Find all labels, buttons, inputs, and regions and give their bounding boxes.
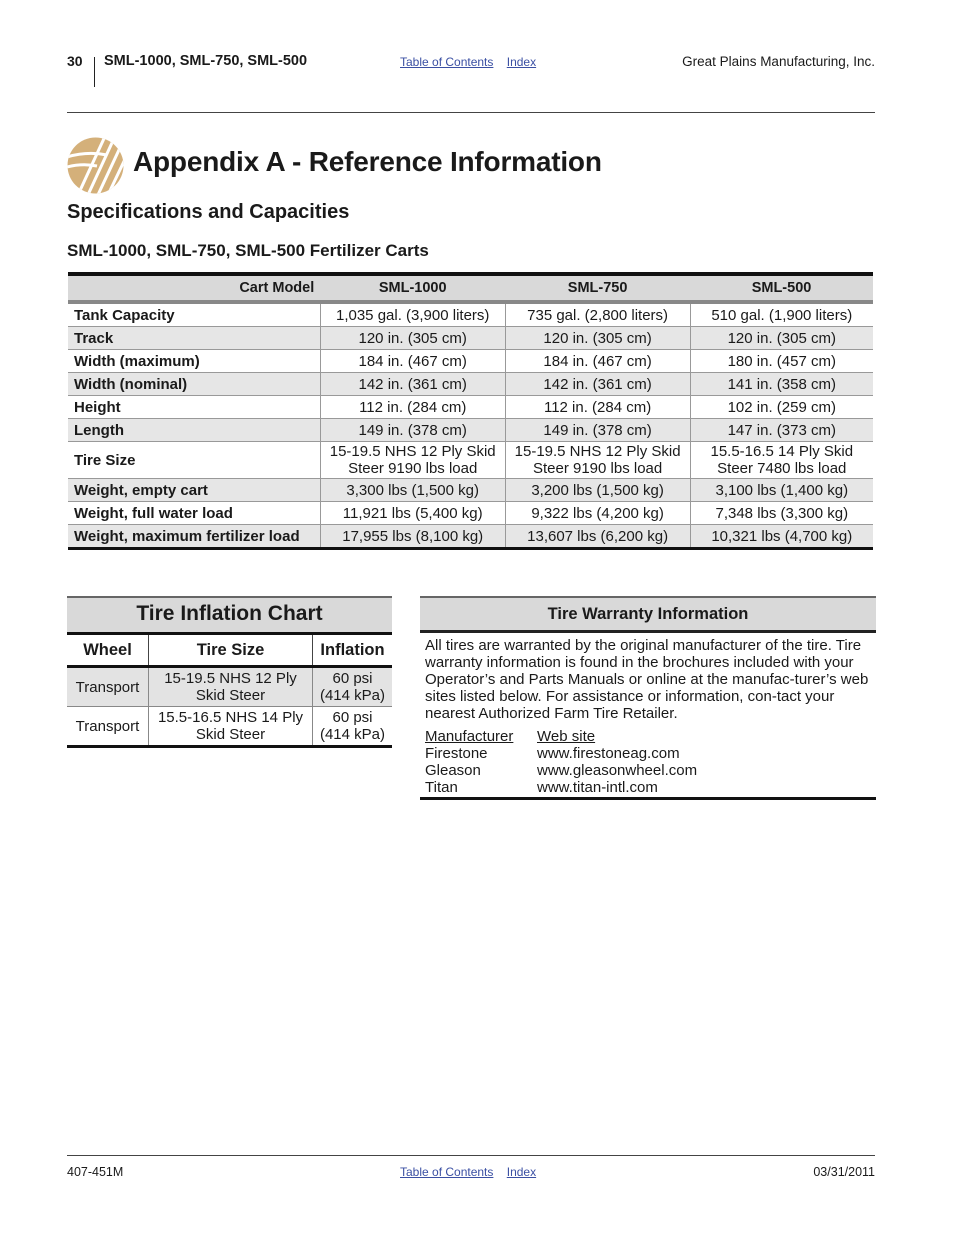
table-cell: 60 psi (414 kPa) [313,707,393,747]
table-cell: 102 in. (259 cm) [690,396,873,419]
manufacturer-website: www.firestoneag.com [537,745,680,762]
footer-rule [67,1155,875,1156]
list-item [425,745,876,762]
table-row [67,707,392,747]
table-cell: 141 in. (358 cm) [690,373,873,396]
manufacturer-website: www.gleasonwheel.com [537,762,698,779]
tire-chart-title: Tire Inflation Chart [67,596,392,635]
row-label: Weight, maximum fertilizer load [68,525,320,549]
table-cell: Transport [67,667,149,707]
table-row [68,373,873,396]
list-item [425,779,876,796]
table-cell: 149 in. (378 cm) [320,419,505,442]
table-cell: 11,921 lbs (5,400 kg) [320,502,505,525]
spec-header-cell: SML-500 [690,274,873,302]
table-row [67,667,392,707]
table-cell: 120 in. (305 cm) [505,327,690,350]
table-row [68,302,873,327]
row-label: Width (maximum) [68,350,320,373]
table-cell: 112 in. (284 cm) [505,396,690,419]
table-row [68,502,873,525]
row-label: Width (nominal) [68,373,320,396]
warranty-title: Tire Warranty Information [420,596,876,633]
toc-link[interactable]: Table of Contents [400,1165,494,1179]
toc-link[interactable]: Table of Contents [400,55,494,69]
warranty-list [420,728,876,800]
table-cell: 15-19.5 NHS 12 Ply Skid Steer 9190 lbs load [320,442,505,479]
table-cell: 735 gal. (2,800 liters) [505,302,690,327]
table-cell: 3,300 lbs (1,500 kg) [320,479,505,502]
spec-header-cell: SML-750 [505,274,690,302]
table-cell: 3,100 lbs (1,400 kg) [690,479,873,502]
tire-header-cell: Inflation [313,635,393,667]
table-cell: 13,607 lbs (6,200 kg) [505,525,690,549]
header-divider [94,57,95,87]
tire-header-row [67,635,392,667]
warranty-list-header [425,728,876,745]
manufacturer-name: Firestone [425,745,488,762]
page-number: 30 [67,53,83,69]
row-label: Weight, empty cart [68,479,320,502]
row-label: Tank Capacity [68,302,320,327]
table-cell: 112 in. (284 cm) [320,396,505,419]
document-title: SML-1000, SML-750, SML-500 [104,53,308,69]
table-row [68,442,873,479]
row-label: Weight, full water load [68,502,320,525]
table-cell: 15-19.5 NHS 12 Ply Skid Steer [149,667,313,707]
manufacturer-website: www.titan-intl.com [537,779,658,796]
table-cell: Transport [67,707,149,747]
table-cell: 15.5-16.5 14 Ply Skid Steer 7480 lbs load [690,442,873,479]
row-label: Height [68,396,320,419]
table-cell: 7,348 lbs (3,300 kg) [690,502,873,525]
tire-warranty-box [420,596,876,800]
company-name: Great Plains Manufacturing, Inc. [682,54,875,69]
table-cell: 9,322 lbs (4,200 kg) [505,502,690,525]
table-cell: 1,035 gal. (3,900 liters) [320,302,505,327]
table-cell: 142 in. (361 cm) [505,373,690,396]
row-label: Track [68,327,320,350]
table-row [68,419,873,442]
table-cell: 180 in. (457 cm) [690,350,873,373]
tire-header-cell: Wheel [67,635,149,667]
table-cell: 3,200 lbs (1,500 kg) [505,479,690,502]
table-cell: 15.5-16.5 NHS 14 Ply Skid Steer [149,707,313,747]
table-cell: 184 in. (467 cm) [505,350,690,373]
spec-header-cell: Cart Model [68,274,320,302]
row-label: Length [68,419,320,442]
header-links [400,55,546,69]
spec-header-row [68,274,873,302]
great-plains-logo-icon [67,137,124,194]
tire-header-cell: Tire Size [149,635,313,667]
table-cell: 142 in. (361 cm) [320,373,505,396]
warranty-body: All tires are warranted by the original manufacturer of the tire. Tire warranty information is found in the brochures included with your Operator’s and Parts Manuals or online at the manufac-turer’s web sites listed below. For assistance or information, con-tact your nearest Authorized Farm Tire Retailer. [425,637,869,722]
document-date: 03/31/2011 [813,1165,875,1179]
row-label: Tire Size [68,442,320,479]
table-cell: 15-19.5 NHS 12 Ply Skid Steer 9190 lbs load [505,442,690,479]
table-cell: 10,321 lbs (4,700 kg) [690,525,873,549]
table-cell: 60 psi (414 kPa) [313,667,393,707]
list-item [425,762,876,779]
section-heading: Specifications and Capacities [67,201,350,223]
table-cell: 184 in. (467 cm) [320,350,505,373]
table-cell: 149 in. (378 cm) [505,419,690,442]
document-number: 407-451M [67,1165,124,1179]
index-link[interactable]: Index [506,1165,537,1179]
specifications-table [68,272,873,550]
index-link[interactable]: Index [506,55,537,69]
header-rule [67,112,875,113]
table-cell: 147 in. (373 cm) [690,419,873,442]
table-cell: 17,955 lbs (8,100 kg) [320,525,505,549]
table-row [68,327,873,350]
table-cell: 120 in. (305 cm) [320,327,505,350]
page-title: Appendix A - Reference Information [133,146,602,177]
subsection-heading: SML-1000, SML-750, SML-500 Fertilizer Carts [67,241,429,260]
manufacturer-name: Gleason [425,762,481,779]
tire-inflation-chart [67,596,392,748]
manufacturer-name: Titan [425,779,458,796]
manufacturer-column-header: Manufacturer [425,728,514,745]
website-column-header: Web site [537,728,596,745]
table-row [68,350,873,373]
footer-links [400,1165,546,1179]
table-row [68,525,873,549]
table-cell: 510 gal. (1,900 liters) [690,302,873,327]
table-row [68,479,873,502]
table-cell: 120 in. (305 cm) [690,327,873,350]
table-row [68,396,873,419]
spec-header-cell: SML-1000 [320,274,505,302]
